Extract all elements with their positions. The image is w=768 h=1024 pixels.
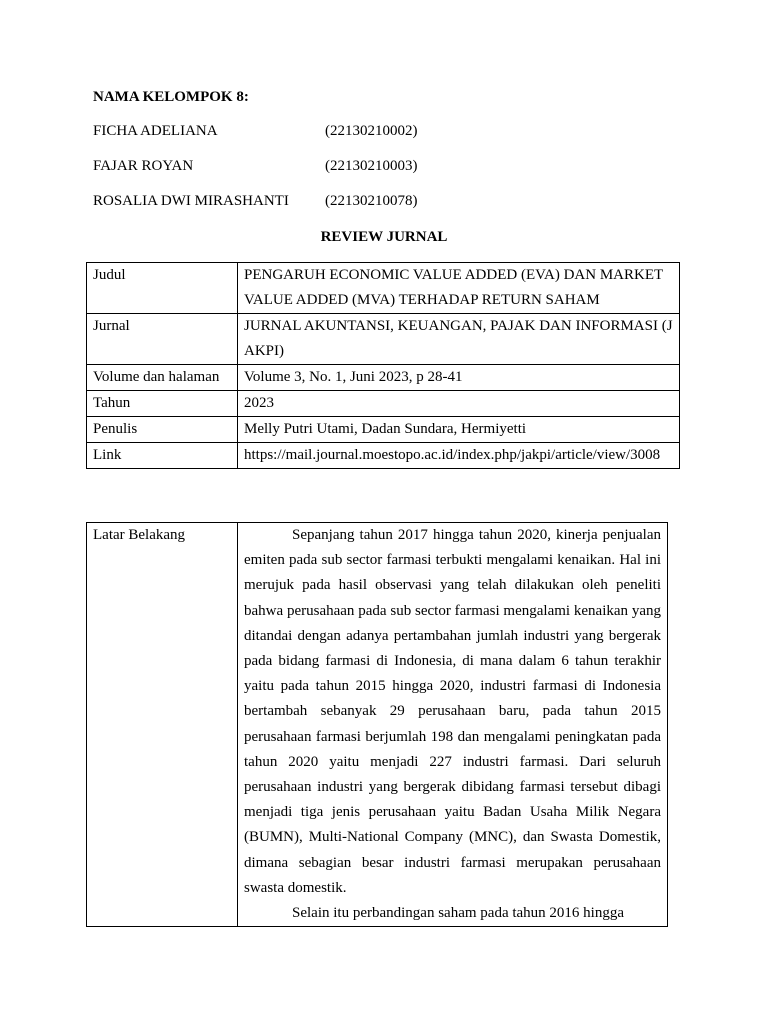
row-value-link[interactable]: https://mail.journal.moestopo.ac.id/index.php/jakpi/article/view/3008 bbox=[238, 443, 680, 469]
background-body bbox=[238, 523, 668, 927]
table-row bbox=[87, 263, 680, 314]
row-value-jurnal: JURNAL AKUNTANSI, KEUANGAN, PAJAK DAN INFORMASI (JAKPI) bbox=[238, 314, 680, 365]
row-label-tahun: Tahun bbox=[87, 391, 238, 417]
table-row bbox=[87, 523, 668, 927]
member-nim: (22130210003) bbox=[325, 158, 418, 174]
row-value-tahun: 2023 bbox=[238, 391, 680, 417]
row-label-volume: Volume dan halaman bbox=[87, 365, 238, 391]
background-paragraph: Selain itu perbandingan saham pada tahun 2016 hingga bbox=[292, 905, 624, 922]
row-label-link: Link bbox=[87, 443, 238, 469]
table-row bbox=[87, 443, 680, 469]
row-value-penulis: Melly Putri Utami, Dadan Sundara, Hermiyetti bbox=[238, 417, 680, 443]
table-row bbox=[87, 391, 680, 417]
member-name: ROSALIA DWI MIRASHANTI bbox=[93, 193, 289, 209]
row-label-penulis: Penulis bbox=[87, 417, 238, 443]
member-nim: (22130210078) bbox=[325, 193, 418, 209]
review-title: REVIEW JURNAL bbox=[320, 229, 448, 245]
member-row bbox=[93, 192, 418, 210]
row-label-judul: Judul bbox=[87, 263, 238, 314]
row-value-judul: PENGARUH ECONOMIC VALUE ADDED (EVA) DAN MARKET VALUE ADDED (MVA) TERHADAP RETURN SAHAM bbox=[238, 263, 680, 314]
member-row bbox=[93, 122, 418, 140]
background-table bbox=[86, 522, 668, 927]
member-row bbox=[93, 157, 418, 175]
member-name: FICHA ADELIANA bbox=[93, 123, 218, 139]
member-nim: (22130210002) bbox=[325, 123, 418, 139]
row-label-jurnal: Jurnal bbox=[87, 314, 238, 365]
background-label: Latar Belakang bbox=[87, 523, 238, 927]
background-paragraph: Sepanjang tahun 2017 hingga tahun 2020, kinerja penjualan emiten pada sub sector farmasi terbukti mengalami kenaikan. Hal ini merujuk pada hasil observasi yang telah dilakukan oleh peneliti bahwa perusahaan pada sub sector farmasi mengalami kenaikan yang ditandai dengan adanya pertambahan jumlah industri yang bergerak pada bidang farmasi di Indonesia, di mana dalam 6 tahun terakhir yaitu pada tahun 2015 hingga 2020, industri farmasi di Indonesia bertambah sebanyak 29 perusahaan baru, pada tahun 2015 perusahaan farmasi berjumlah 198 dan mengalami peningkatan pada tahun 2020 yaitu menjadi 227 industri farmasi. Dari seluruh perusahaan industri yang bergerak dibidang farmasi tersebut dibagi menjadi tiga jenis perusahaan yaitu Badan Usaha Milik Negara (BUMN), Multi-National Company (MNC), dan Swasta Domestik, dimana sebagian besar industri farmasi merupakan perusahaan swasta domestik. bbox=[244, 527, 661, 896]
group-title: NAMA KELOMPOK 8: bbox=[93, 89, 249, 105]
table-row bbox=[87, 314, 680, 365]
row-value-volume: Volume 3, No. 1, Juni 2023, p 28-41 bbox=[238, 365, 680, 391]
table-row bbox=[87, 417, 680, 443]
table-row bbox=[87, 365, 680, 391]
journal-info-table bbox=[86, 262, 680, 469]
member-name: FAJAR ROYAN bbox=[93, 158, 194, 174]
